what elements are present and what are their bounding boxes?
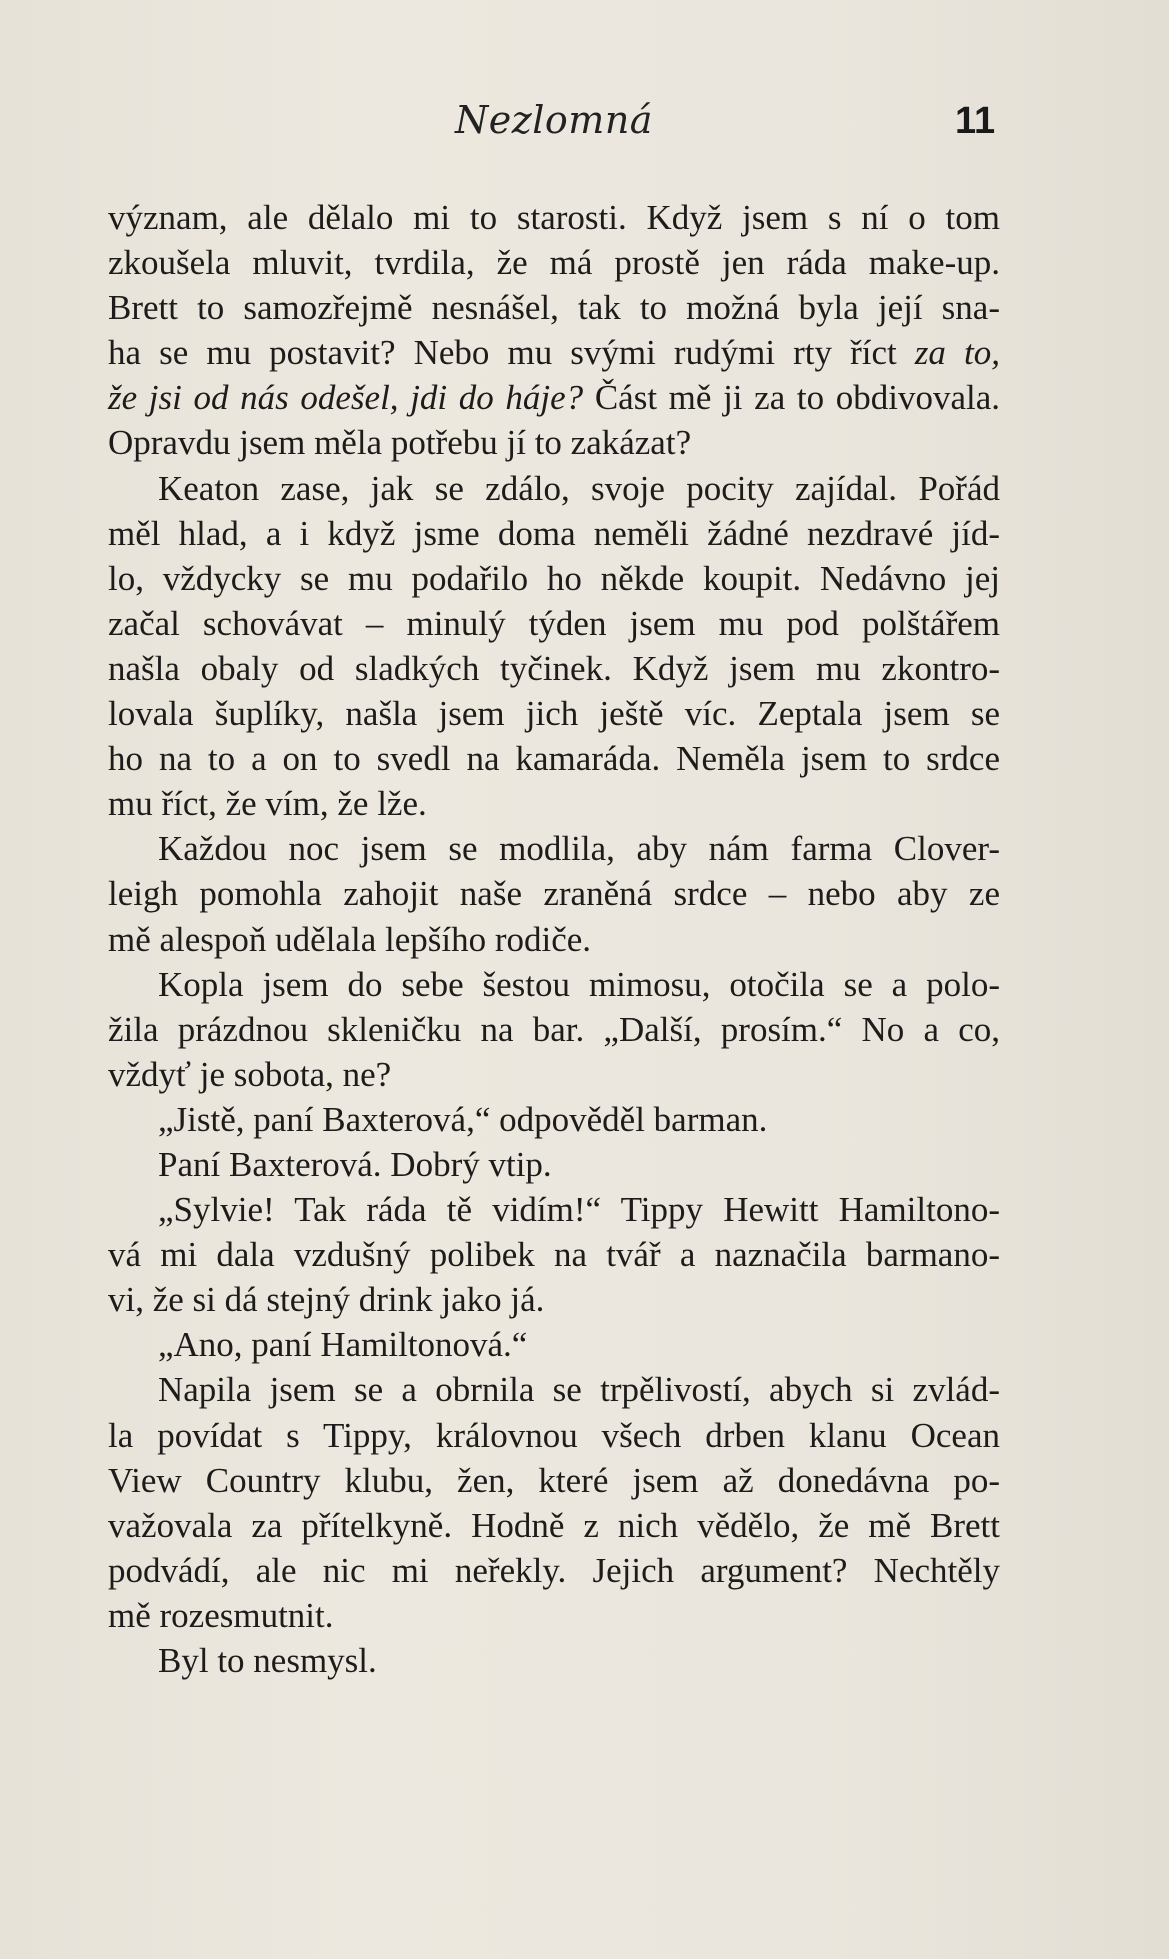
text-line: ho na to a on to svedl na kamaráda. Neměla jsem to srdce — [108, 739, 1000, 779]
text-line: „Sylvie! Tak ráda tě vidím!“ Tippy Hewitt Hamiltono- — [158, 1190, 1000, 1230]
text-line: našla obaly od sladkých tyčinek. Když jsem mu zkontro- — [108, 648, 1000, 688]
text-line: zkoušela mluvit, tvrdila, že má prostě jen ráda make-up. — [108, 243, 1000, 283]
line-text: Část mě ji za to obdivovala. — [583, 378, 1001, 418]
text-line: začal schovávat – minulý týden jsem mu pod polštářem — [108, 603, 1000, 643]
text-line: važovala za přítelkyně. Hodně z nich vědělo, že mě Brett — [108, 1505, 1000, 1545]
running-title: Nezlomná — [455, 98, 653, 142]
text-line: „Ano, paní Hamiltonová.“ — [158, 1325, 528, 1365]
text-line: žila prázdnou skleničku na bar. „Další, prosím.“ No a co, — [108, 1009, 1000, 1049]
text-line: Každou noc jsem se modlila, aby nám farma Clover- — [158, 829, 1000, 869]
italic-text: že jsi od nás odešel, jdi do háje? — [108, 378, 584, 418]
text-line: Byl to nesmysl. — [158, 1641, 377, 1680]
text-line: podvádí, ale nic mi neřekly. Jejich argument? Nechtěly — [108, 1550, 1000, 1590]
text-line: lovala šuplíky, našla jsem jich ještě víc. Zeptala jsem se — [108, 694, 1000, 734]
text-line: Brett to samozřejmě nesnášel, tak to možná byla její sna- — [108, 288, 1000, 328]
text-line — [108, 330, 1000, 375]
text-line: Paní Baxterová. Dobrý vtip. — [158, 1144, 552, 1184]
line-text: ha se mu postavit? Nebo mu svými rudými rty říct — [108, 333, 915, 373]
text-line: vi, že si dá stejný drink jako já. — [108, 1280, 545, 1320]
text-line: Napila jsem se a obrnila se trpělivostí, abych si zvlád- — [158, 1370, 1000, 1410]
text-line: View Country klubu, žen, které jsem až donedávna po- — [108, 1460, 1000, 1500]
text-line: la povídat s Tippy, královnou všech drben klanu Ocean — [108, 1415, 1000, 1455]
text-line: leigh pomohla zahojit naše zraněná srdce – nebo aby ze — [108, 874, 1000, 914]
text-line: mu říct, že vím, že lže. — [108, 784, 427, 824]
text-line: vá mi dala vzdušný polibek na tvář a naznačila barmano- — [108, 1235, 1000, 1275]
text-line: „Jistě, paní Baxterová,“ odpověděl barman. — [158, 1099, 768, 1139]
text-line: Keaton zase, jak se zdálo, svoje pocity zajídal. Pořád — [158, 468, 1000, 508]
text-line: mě alespoň udělala lepšího rodiče. — [108, 919, 592, 959]
text-line: Kopla jsem do sebe šestou mimosu, otočila se a polo- — [158, 964, 1000, 1004]
text-line: mě rozesmutnit. — [108, 1595, 334, 1635]
page-number: 11 — [955, 100, 996, 142]
text-line: vždyť je sobota, ne? — [108, 1054, 392, 1094]
text-line — [108, 375, 1000, 420]
text-line: lo, vždycky se mu podařilo ho někde koupit. Nedávno jej — [108, 558, 1000, 598]
italic-text: za to, — [914, 333, 1000, 373]
running-head — [0, 98, 1169, 158]
text-line: měl hlad, a i když jsme doma neměli žádné nezdravé jíd- — [108, 513, 1000, 553]
text-line: Opravdu jsem měla potřebu jí to zakázat? — [108, 423, 692, 463]
body-text — [108, 195, 1000, 1683]
text-line: význam, ale dělalo mi to starosti. Když jsem s ní o tom — [108, 198, 1000, 237]
